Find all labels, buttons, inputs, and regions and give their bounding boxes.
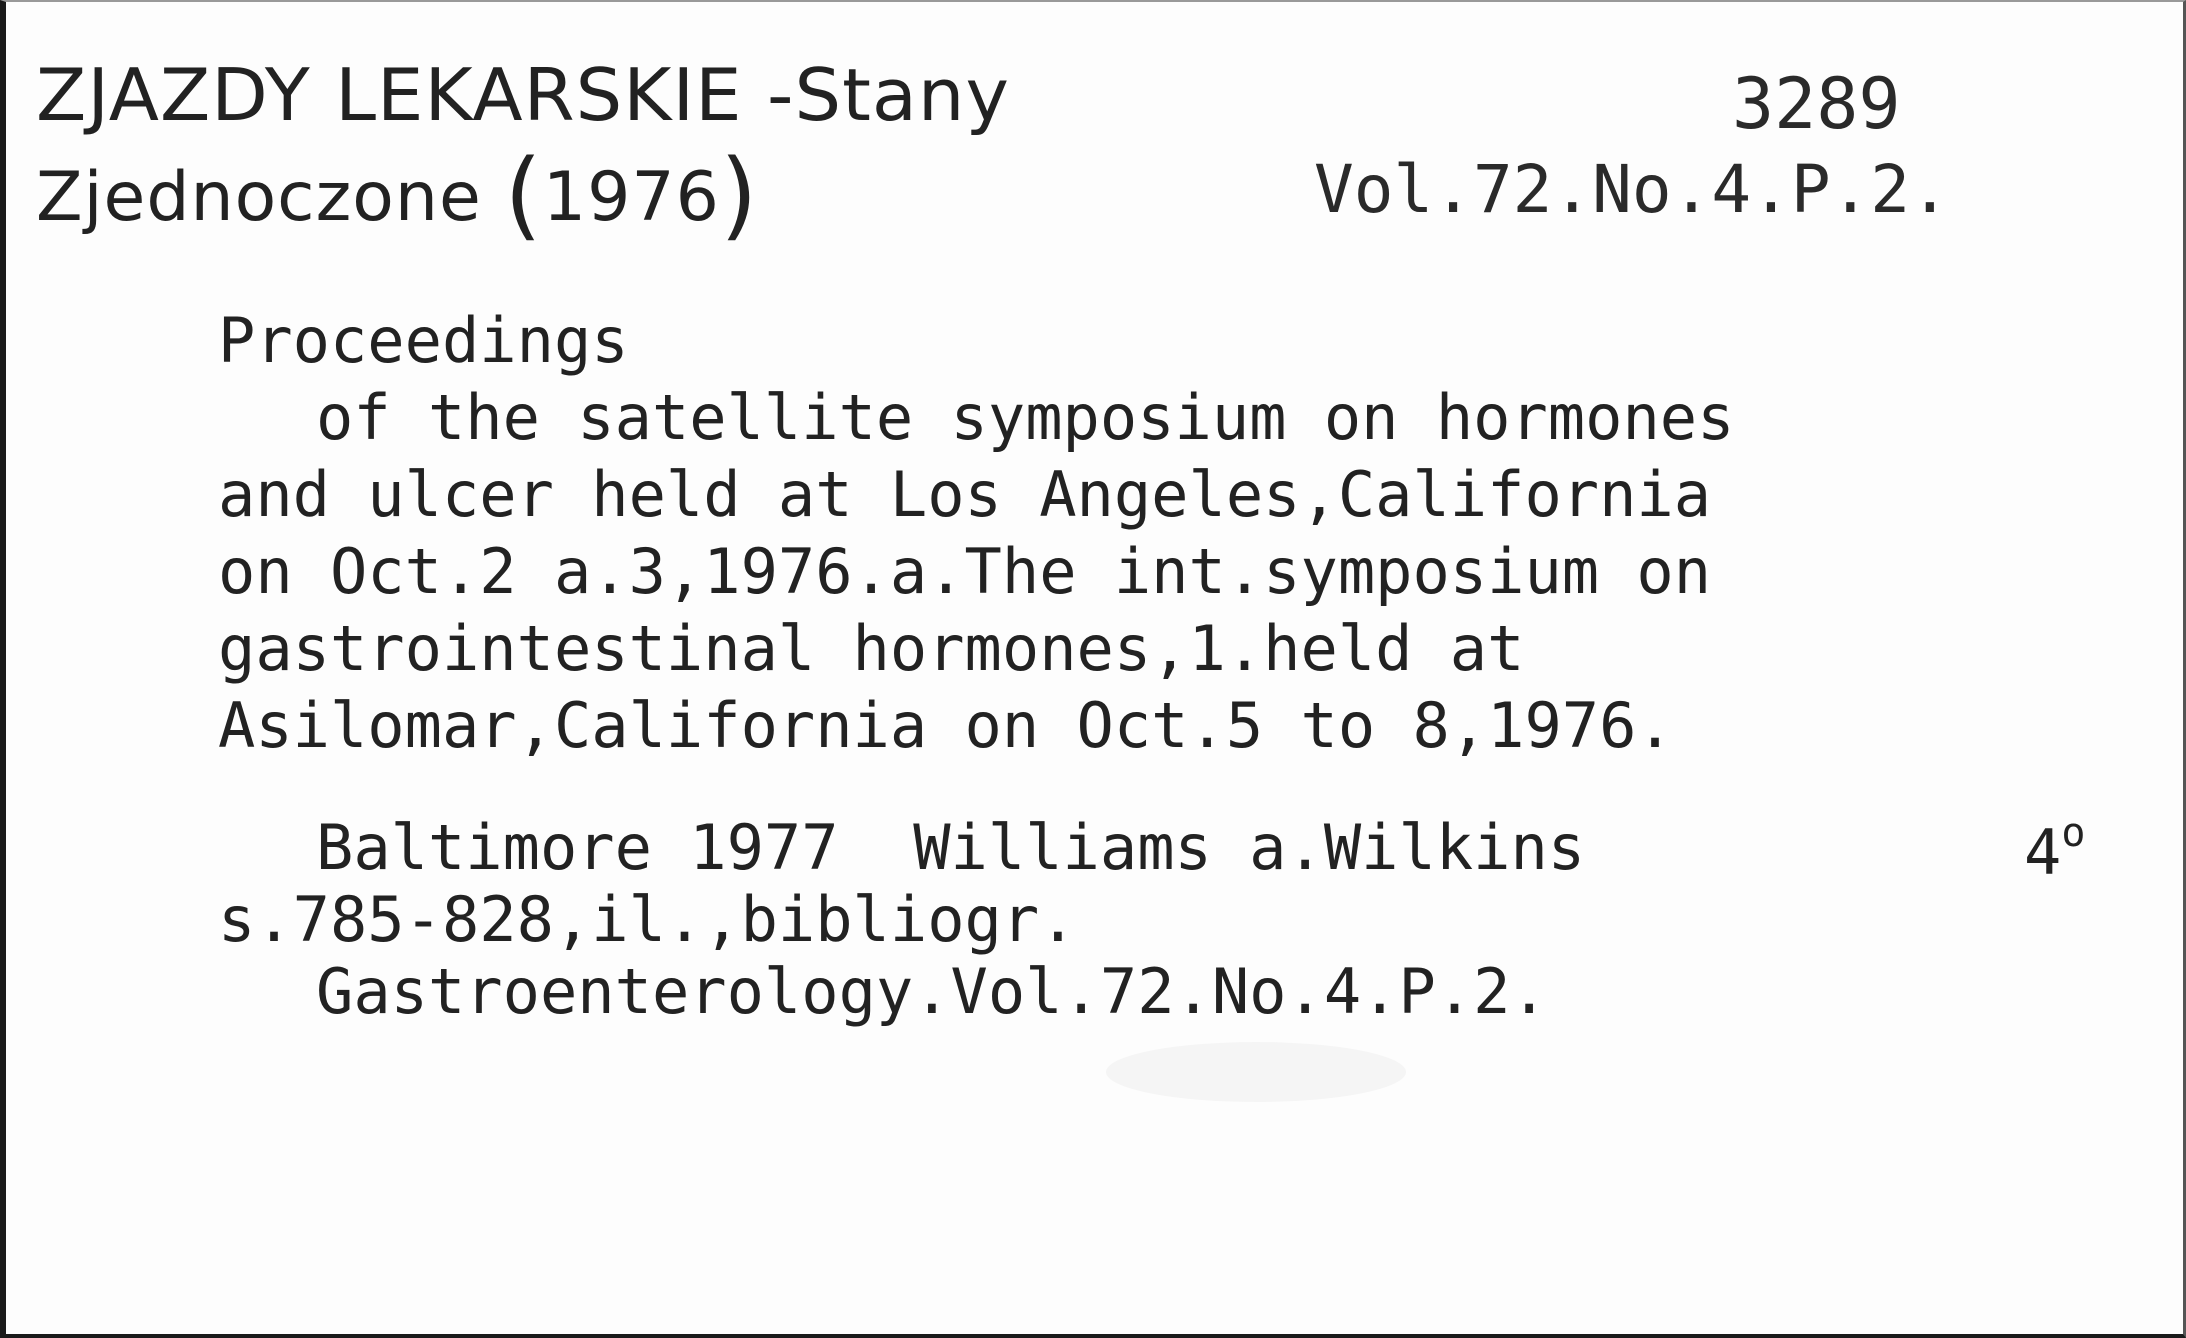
open-paren-glyph: (: [504, 139, 543, 251]
publication-line-imprint: Baltimore 1977 Williams a.Wilkins: [316, 811, 1586, 884]
publication-line-pages: s.785-828,il.,bibliogr.: [218, 883, 1077, 956]
call-number: 3289: [1732, 63, 1901, 145]
subject-heading-country: Zjednoczone: [36, 158, 505, 237]
format-indicator: [2024, 810, 2085, 889]
publication-block: [218, 812, 1585, 1028]
format-superscript: o: [2061, 810, 2086, 856]
description-line: and ulcer held at Los Angeles,California: [218, 458, 1712, 531]
description-line: Asilomar,California on Oct.5 to 8,1976.: [218, 689, 1674, 762]
subject-heading-line1: ZJAZDY LEKARSKIE -Stany: [36, 53, 1010, 137]
description-block: [218, 302, 1734, 764]
subject-heading-line2: [36, 139, 759, 251]
close-paren-glyph: ): [719, 139, 759, 251]
format-number: 4: [2024, 816, 2062, 889]
description-line: on Oct.2 a.3,1976.a.The int.symposium on: [218, 535, 1712, 608]
description-line-title: Proceedings: [218, 304, 629, 377]
card-smudge: [1106, 1042, 1406, 1102]
description-line: of the satellite symposium on hormones: [316, 381, 1735, 454]
publication-line-series: Gastroenterology.Vol.72.No.4.P.2.: [316, 955, 1548, 1028]
volume-reference: Vol.72.No.4.P.2.: [1314, 151, 1950, 228]
subject-heading-year: 1976: [542, 158, 720, 237]
description-line: gastrointestinal hormones,1.held at: [218, 612, 1525, 685]
